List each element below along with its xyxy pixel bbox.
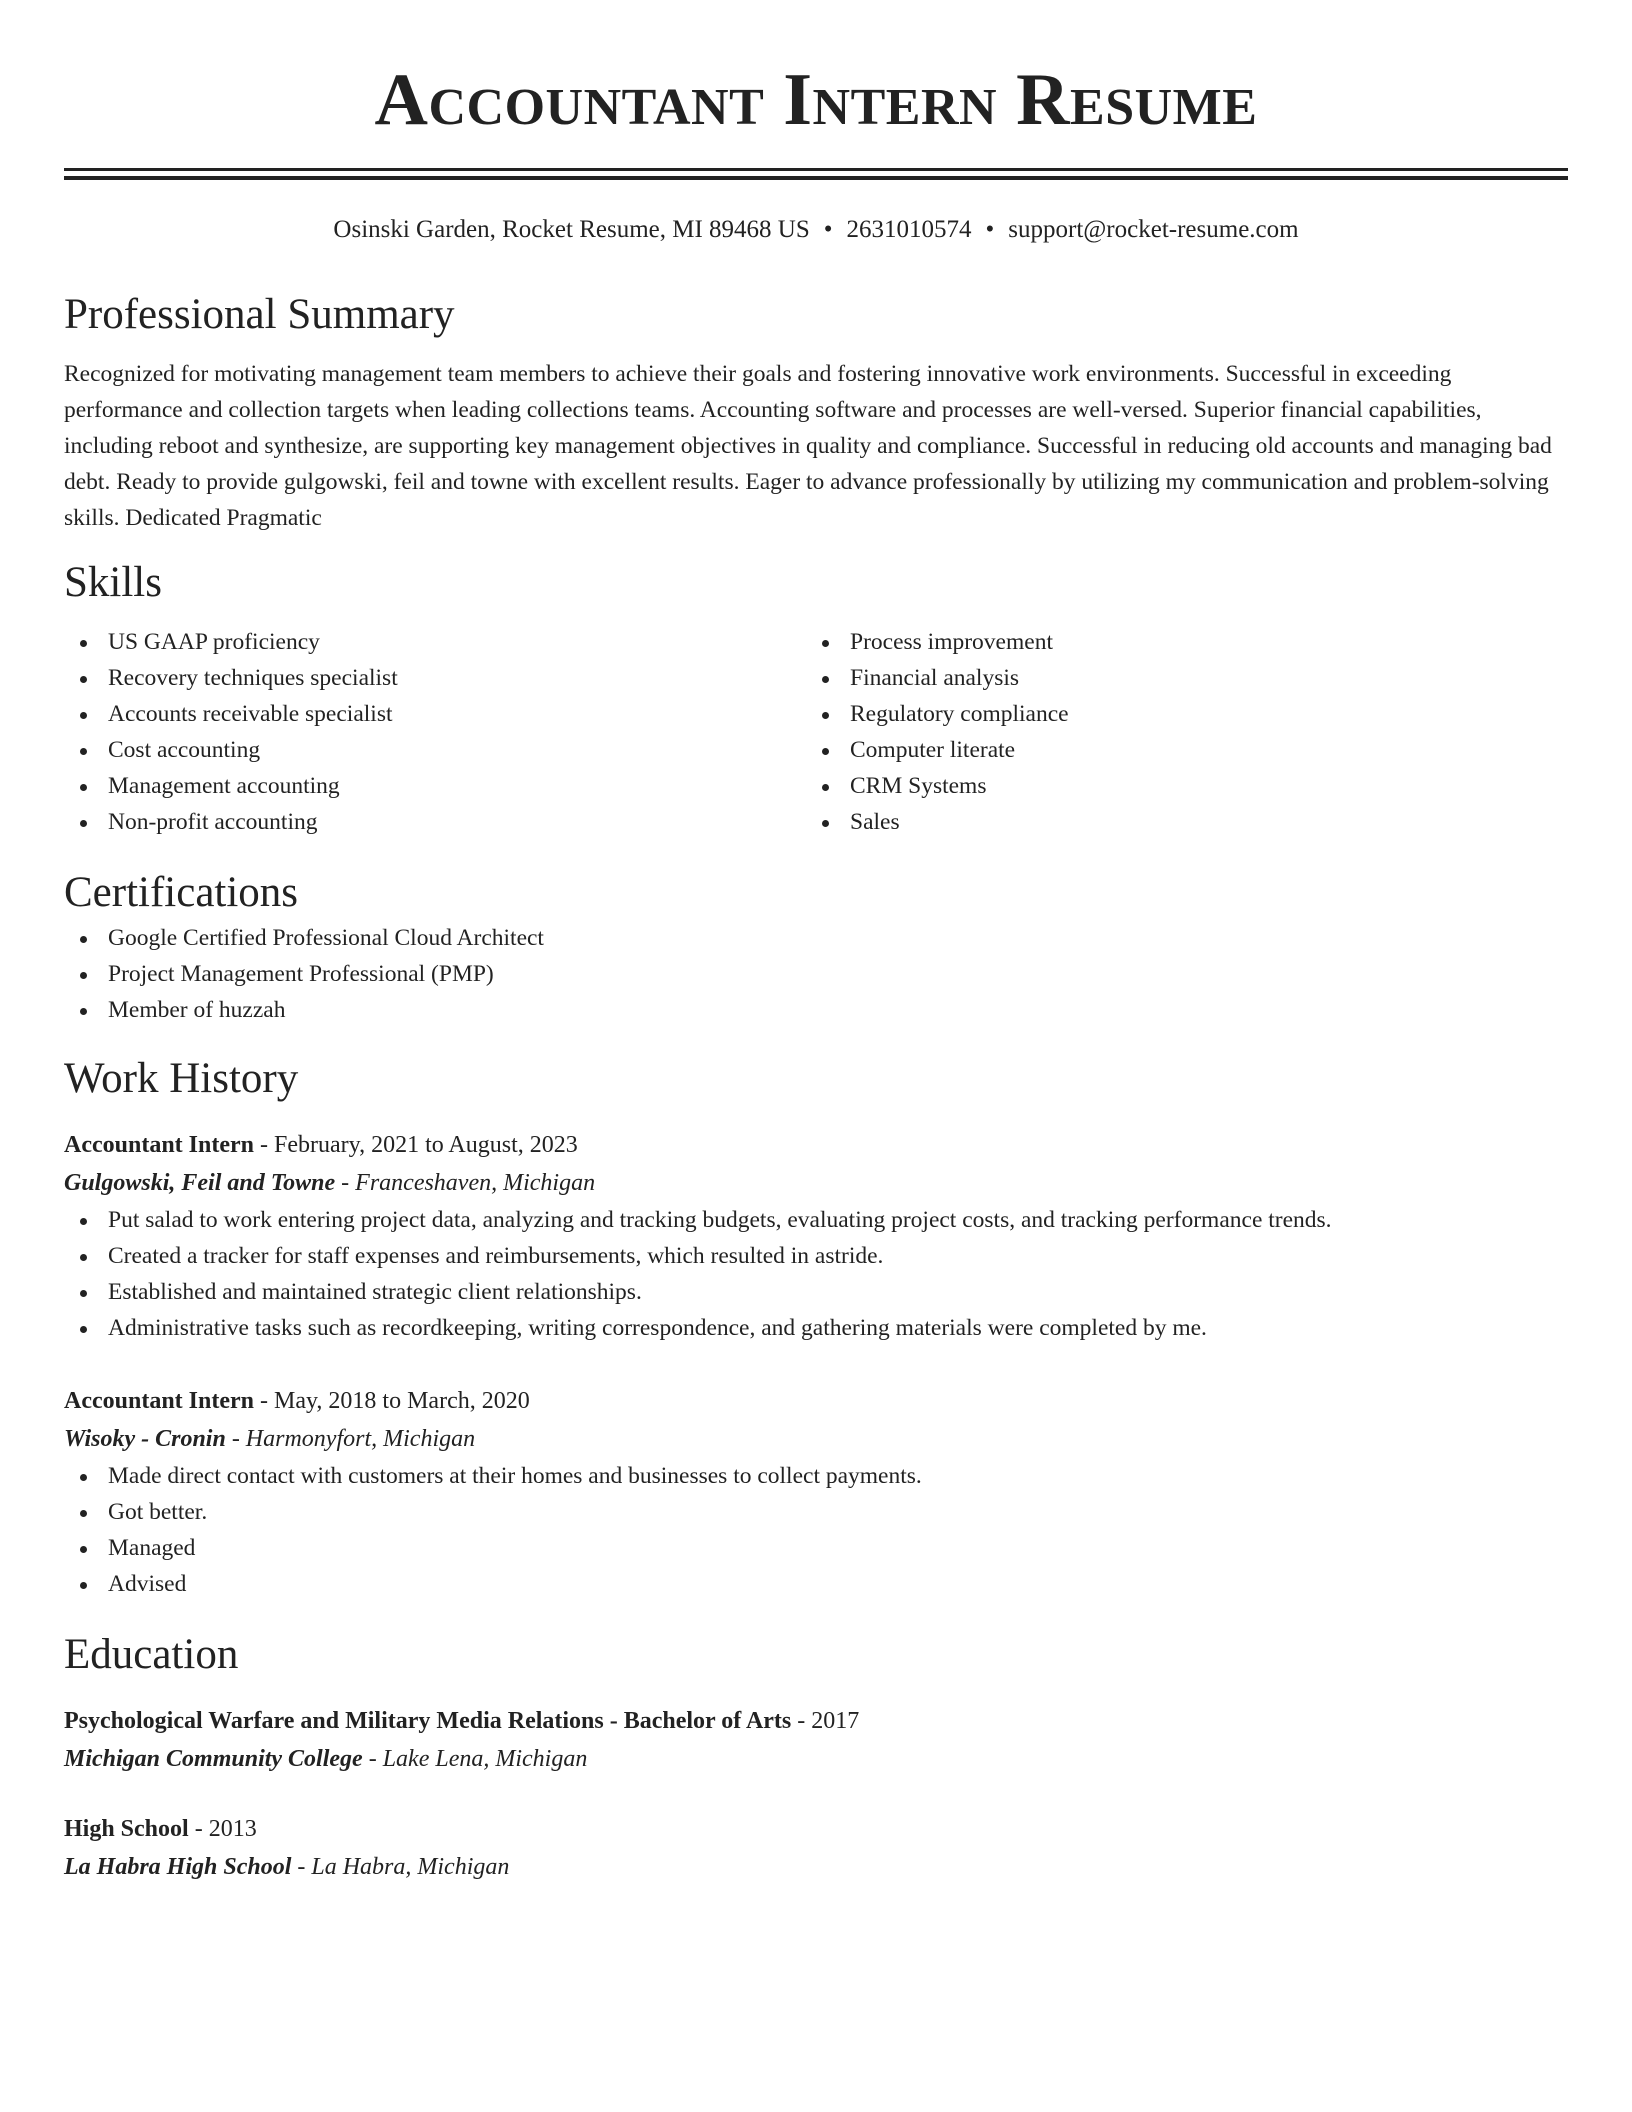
skills-column-right	[806, 624, 1548, 840]
job-duty: Put salad to work entering project data, analyzing and tracking budgets, evaluating project costs, and tracking performance trends.	[64, 1202, 1568, 1238]
job-company-line	[64, 1420, 1568, 1458]
skill-item: Cost accounting	[64, 732, 806, 768]
job-title: Accountant Intern	[64, 1388, 254, 1414]
education-school: Michigan Community College	[64, 1746, 363, 1772]
skill-item: CRM Systems	[806, 768, 1548, 804]
job-duty: Established and maintained strategic client relationships.	[64, 1274, 1568, 1310]
skill-item: Non-profit accounting	[64, 804, 806, 840]
job-company-line	[64, 1164, 1568, 1202]
job-title-line	[64, 1382, 1568, 1420]
job-title-line	[64, 1126, 1568, 1164]
education-degree-line	[64, 1810, 1568, 1848]
summary-text: Recognized for motivating management team members to achieve their goals and fostering innovative work environments. Successful in exceeding performance and collection targets when leading collections teams. Accounting software and processes are well-versed. Superior financial capabilities, including reboot and synthesize, are supporting key management objectives in quality and compliance. Successful in reducing old accounts and managing bad debt. Ready to provide gulgowski, feil and towne with excellent results. Eager to advance professionally by utilizing my communication and problem-solving skills. Dedicated Pragmatic	[64, 361, 1552, 531]
resume-title: Accountant Intern Resume	[374, 59, 1258, 141]
education-degree: High School	[64, 1816, 189, 1842]
skill-item: Process improvement	[806, 624, 1548, 660]
skill-item: Regulatory compliance	[806, 696, 1548, 732]
education-degree: Psychological Warfare and Military Media Relations - Bachelor of Arts	[64, 1708, 792, 1734]
job-location: - Franceshaven, Michigan	[335, 1170, 596, 1196]
education-degree-line	[64, 1702, 1568, 1740]
skill-item: Recovery techniques specialist	[64, 660, 806, 696]
skills-grid	[64, 624, 1568, 840]
skill-item: Financial analysis	[806, 660, 1548, 696]
education-year: - 2017	[791, 1708, 860, 1734]
skills-list-left	[64, 624, 806, 840]
skill-item: Accounts receivable specialist	[64, 696, 806, 732]
certification-item: Google Certified Professional Cloud Architect	[64, 920, 1568, 956]
job-title: Accountant Intern	[64, 1132, 254, 1158]
job-duties-list	[64, 1458, 1568, 1602]
education-entry	[64, 1702, 1568, 1778]
contact-phone: 2631010574	[846, 216, 972, 243]
job-entry	[64, 1382, 1568, 1602]
certifications-heading: Certifications	[64, 869, 299, 916]
job-duty: Administrative tasks such as recordkeeping, writing correspondence, and gathering materials were completed by me.	[64, 1310, 1568, 1346]
job-company: Gulgowski, Feil and Towne	[64, 1170, 336, 1196]
skill-item: US GAAP proficiency	[64, 624, 806, 660]
contact-address: Osinski Garden, Rocket Resume, MI 89468 US	[333, 216, 810, 243]
education-school-line	[64, 1740, 1568, 1778]
skills-column-left	[64, 624, 806, 840]
certifications-list	[64, 920, 1568, 1028]
job-duty: Managed	[64, 1530, 1568, 1566]
contact-line	[64, 214, 1568, 246]
job-duty: Created a tracker for staff expenses and reimbursements, which resulted in astride.	[64, 1238, 1568, 1274]
contact-email: support@rocket-resume.com	[1008, 216, 1299, 243]
contact-separator: •	[985, 216, 995, 243]
education-year: - 2013	[188, 1816, 257, 1842]
education-school: La Habra High School	[64, 1854, 292, 1880]
title-double-rule	[64, 168, 1568, 180]
education-school-line	[64, 1848, 1568, 1886]
education-location: - La Habra, Michigan	[291, 1854, 510, 1880]
job-location: - Harmonyfort, Michigan	[225, 1426, 476, 1452]
certification-item: Project Management Professional (PMP)	[64, 956, 1568, 992]
certification-item: Member of huzzah	[64, 992, 1568, 1028]
job-dates: - February, 2021 to August, 2023	[254, 1132, 578, 1158]
education-heading: Education	[64, 1631, 239, 1678]
education-entry	[64, 1810, 1568, 1886]
contact-separator: •	[823, 216, 833, 243]
job-entry	[64, 1126, 1568, 1346]
skills-heading: Skills	[64, 559, 162, 606]
summary-heading: Professional Summary	[64, 291, 455, 338]
job-duties-list	[64, 1202, 1568, 1346]
job-duty: Made direct contact with customers at their homes and businesses to collect payments.	[64, 1458, 1568, 1494]
job-company: Wisoky - Cronin	[64, 1426, 226, 1452]
job-duty: Got better.	[64, 1494, 1568, 1530]
skill-item: Management accounting	[64, 768, 806, 804]
job-duty: Advised	[64, 1566, 1568, 1602]
skill-item: Computer literate	[806, 732, 1548, 768]
job-dates: - May, 2018 to March, 2020	[254, 1388, 530, 1414]
skill-item: Sales	[806, 804, 1548, 840]
education-location: - Lake Lena, Michigan	[362, 1746, 588, 1772]
work-history-heading: Work History	[64, 1055, 299, 1102]
skills-list-right	[806, 624, 1548, 840]
